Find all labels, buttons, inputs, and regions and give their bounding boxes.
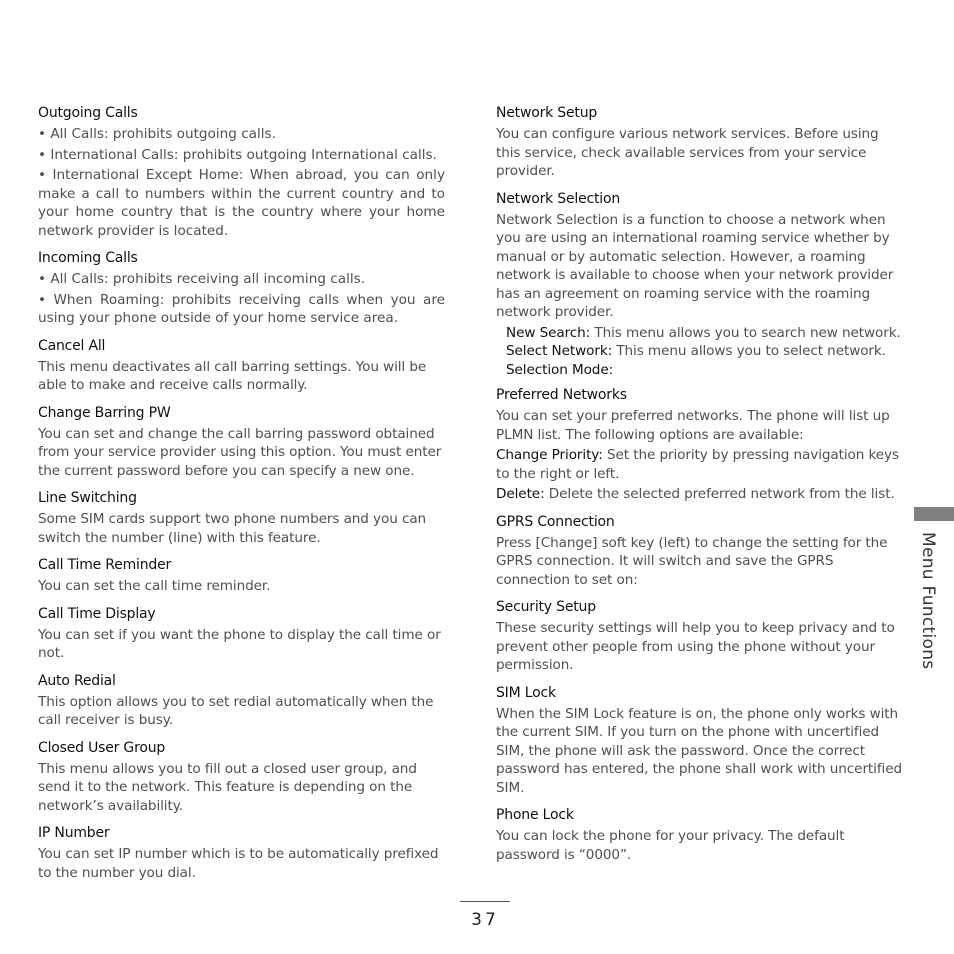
section-network-selection — [496, 190, 904, 387]
section-network-setup — [496, 104, 904, 190]
section-heading: GPRS Connection — [496, 513, 615, 530]
option-item — [496, 361, 904, 380]
bullet-item: • International Except Home: When abroad, you can only make a call to numbers within the current country and to your home country that is the country where your home network provider is located. — [38, 167, 445, 239]
section-incoming-calls — [38, 249, 445, 337]
option-item — [496, 446, 904, 483]
section-heading: Network Selection — [496, 190, 621, 207]
section-preferred-networks — [496, 386, 904, 513]
chapter-tab-marker — [914, 507, 954, 521]
body-text: You can lock the phone for your privacy. The default password is “0000”. — [496, 828, 845, 863]
section-heading: SIM Lock — [496, 684, 556, 701]
section-heading: Outgoing Calls — [38, 105, 138, 121]
section-heading: Phone Lock — [496, 807, 574, 823]
section-heading: Preferred Networks — [496, 387, 627, 403]
section-heading: Change Barring PW — [38, 404, 171, 421]
option-description: This menu allows you to select network. — [612, 343, 886, 359]
section-heading: Call Time Reminder — [38, 557, 172, 573]
body-text: Some SIM cards support two phone numbers and you can switch the number (line) with this feature. — [38, 511, 427, 546]
body-text: Network Selection is a function to choose a network when you are using an international roaming service whether by manual or by automatic selection. However, a roaming network is available to choose when your network provider has an agreement on roaming service with the roaming network provider. — [496, 211, 894, 320]
body-text: You can set and change the call barring password obtained from your service provider using this option. You must enter the current password before you can specify a new one. — [38, 425, 442, 479]
section-heading: Cancel All — [38, 337, 106, 354]
body-text: You can set if you want the phone to display the call time or not. — [38, 626, 441, 661]
right-column — [496, 104, 904, 873]
section-phone-lock — [496, 806, 904, 873]
section-line-switching — [38, 489, 445, 556]
body-text: You can set your preferred networks. The phone will list up PLMN list. The following options are available: — [496, 408, 890, 443]
section-heading: Line Switching — [38, 490, 137, 506]
bullet-item: • When Roaming: prohibits receiving calls when you are using your phone outside of your home service area. — [38, 291, 445, 326]
chapter-side-label: Menu Functions — [918, 532, 938, 670]
left-column — [38, 104, 445, 891]
section-heading: Call Time Display — [38, 605, 156, 622]
section-heading: IP Number — [38, 825, 110, 841]
body-text: This menu allows you to fill out a closed user group, and send it to the network. This feature is depending on the network’s availability. — [38, 760, 417, 814]
body-text: This menu deactivates all call barring settings. You will be able to make and receive calls normally. — [38, 358, 427, 393]
section-security-setup — [496, 598, 904, 684]
section-change-barring-pw — [38, 404, 445, 490]
section-heading: Network Setup — [496, 105, 598, 121]
section-call-time-display — [38, 605, 445, 672]
option-item — [496, 342, 904, 361]
page-number-rule — [460, 901, 510, 902]
option-item — [496, 485, 904, 504]
section-gprs-connection — [496, 513, 904, 599]
section-heading: Closed User Group — [38, 739, 166, 756]
body-text: You can set the call time reminder. — [38, 578, 271, 594]
option-term: Selection Mode: — [506, 361, 614, 378]
option-item — [496, 324, 904, 343]
section-call-time-reminder — [38, 556, 445, 605]
page-number: 37 — [471, 910, 499, 930]
body-text: Press [Change] soft key (left) to change the setting for the GPRS connection. It will switch and save the GPRS connection to set on: — [496, 534, 888, 588]
section-outgoing-calls — [38, 104, 445, 249]
section-heading: Security Setup — [496, 599, 596, 615]
bullet-item: • All Calls: prohibits outgoing calls. — [38, 126, 276, 142]
option-description: This menu allows you to search new network. — [590, 324, 901, 341]
option-term: Delete: — [496, 486, 545, 502]
section-heading: Incoming Calls — [38, 250, 138, 266]
body-text: You can set IP number which is to be automatically prefixed to the number you dial. — [38, 846, 439, 881]
section-ip-number — [38, 824, 445, 891]
section-sim-lock — [496, 684, 904, 807]
body-text: You can configure various network services. Before using this service, check available services from your service provider. — [496, 126, 879, 179]
bullet-item: • All Calls: prohibits receiving all incoming calls. — [38, 271, 366, 287]
option-term: Select Network: — [506, 343, 613, 359]
body-text: This option allows you to set redial automatically when the call receiver is busy. — [38, 693, 434, 728]
section-cancel-all — [38, 337, 445, 404]
body-text: These security settings will help you to keep privacy and to prevent other people from using the phone without your permission. — [496, 620, 895, 673]
option-description: Delete the selected preferred network from the list. — [544, 486, 895, 502]
bullet-item: • International Calls: prohibits outgoing International calls. — [38, 146, 437, 163]
section-heading: Auto Redial — [38, 672, 116, 689]
option-term: New Search: — [506, 324, 591, 341]
section-closed-user-group — [38, 739, 445, 825]
option-description: Set the priority by pressing navigation keys to the right or left. — [496, 447, 899, 482]
option-term: Change Priority: — [496, 447, 603, 463]
section-auto-redial — [38, 672, 445, 739]
body-text: When the SIM Lock feature is on, the phone only works with the current SIM. If you turn on the phone with uncertified SIM, the phone will ask the password. Once the correct password has entered, the phone shall work with uncertified SIM. — [496, 705, 902, 796]
